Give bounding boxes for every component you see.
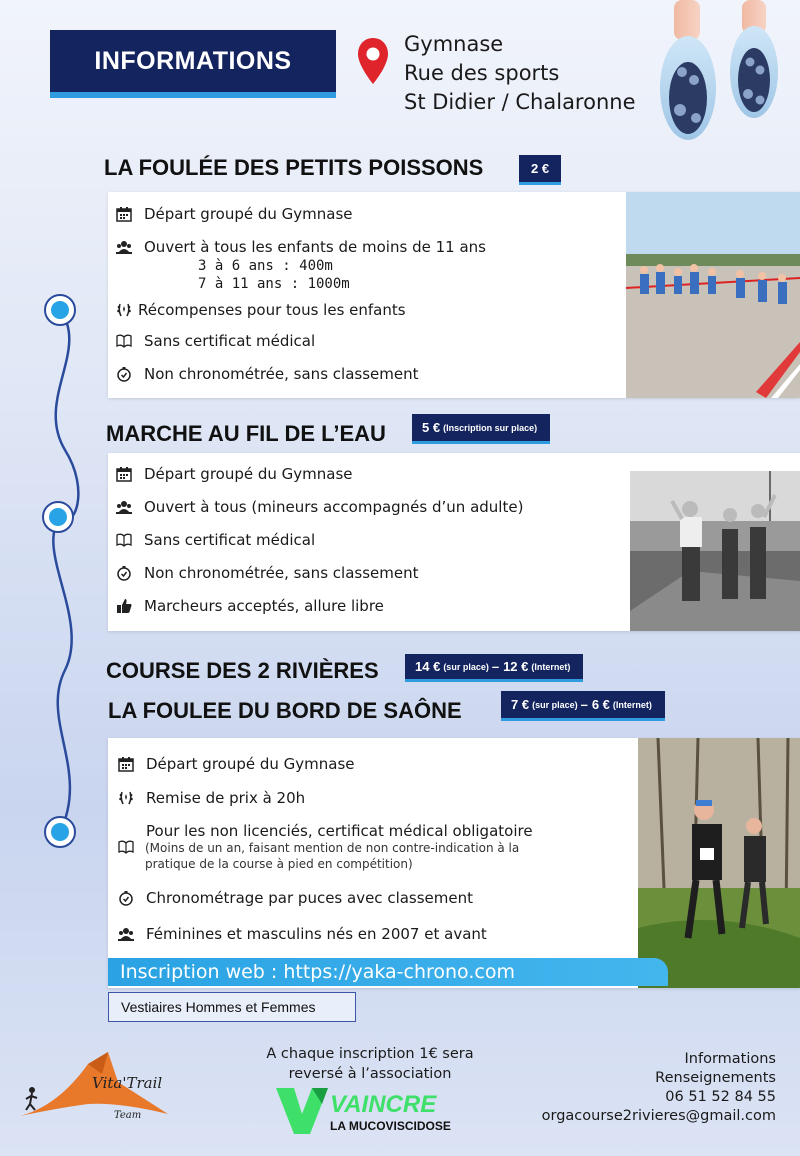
race1-item-2 (116, 238, 486, 256)
race2-item-3 (116, 531, 315, 549)
certificate-note-line-2: pratique de la course à pied en compétition) (145, 857, 413, 871)
thumbs-up-icon (116, 598, 132, 614)
contact-info (520, 1050, 776, 1126)
children-race-photo (626, 192, 800, 398)
contact-email[interactable]: orgacourse2rivieres@gmail.com (541, 1108, 776, 1124)
race1-item-2-text: Ouvert à tous les enfants de moins de 11 ans (144, 238, 486, 256)
calendar-icon (116, 466, 132, 482)
vestiaires-box (108, 992, 356, 1022)
address-line-2: Rue des sports (404, 61, 560, 85)
vestiaires-text: Vestiaires Hommes et Femmes (121, 999, 316, 1015)
informations-label: INFORMATIONS (94, 46, 292, 75)
race2-price-value: 5 € (422, 420, 441, 435)
address-line-1: Gymnase (404, 32, 504, 56)
race2-item-2 (116, 498, 523, 516)
stopwatch-icon (118, 890, 134, 906)
vaincre-logo-word: VAINCRE (330, 1091, 437, 1118)
vitatrail-logo-team: Team (114, 1110, 142, 1121)
race2-item-5 (116, 597, 384, 615)
race4-price-onsite: 7 € (511, 697, 530, 712)
timeline-dot-2 (43, 502, 73, 532)
shared-item-2-text: Remise de prix à 20h (146, 789, 306, 807)
race1-item-1 (116, 205, 353, 223)
shared-card (108, 738, 800, 988)
location-pin-icon (356, 36, 390, 86)
race1-item-5 (116, 365, 418, 383)
vitatrail-logo-name: Vita'Trail (92, 1074, 163, 1092)
race4-price (501, 691, 665, 721)
walkers-photo (630, 471, 800, 631)
race3-note-internet: (Internet) (531, 661, 571, 672)
shared-item-5 (118, 925, 487, 943)
timeline (30, 290, 100, 850)
race1-price-value: 2 € (531, 161, 550, 176)
race3-price-separator: – (491, 659, 500, 674)
shared-item-2 (118, 789, 305, 807)
address-line-3: St Didier / Chalaronne (404, 90, 636, 114)
race4-price-separator: – (580, 697, 588, 712)
running-shoes-illustration (652, 0, 792, 145)
race3-price-onsite: 14 € (415, 659, 441, 674)
stopwatch-icon (116, 565, 132, 581)
race1-item-3-text: Récompenses pour tous les enfants (138, 301, 406, 319)
race1-item-4-text: Sans certificat médical (144, 332, 316, 350)
shared-item-4 (118, 889, 473, 907)
inscription-web-text[interactable]: Inscription web : https://yaka-chrono.com (120, 961, 515, 983)
race4-note-onsite: (sur place) (532, 699, 578, 710)
shared-item-1 (118, 755, 355, 773)
shared-item-1-text: Départ groupé du Gymnase (146, 755, 355, 773)
race2-item-1-text: Départ groupé du Gymnase (144, 465, 353, 483)
race4-price-internet: 6 € (591, 697, 610, 712)
race2-price-note: (Inscription sur place) (443, 422, 538, 433)
timeline-dot-3 (45, 817, 75, 847)
race2-item-5-text: Marcheurs acceptés, allure libre (144, 597, 384, 615)
contact-line-1: Informations (684, 1051, 776, 1067)
race1-item-4 (116, 332, 315, 350)
book-icon (116, 333, 132, 349)
laurel-icon (116, 302, 132, 318)
vaincre-logo-subtitle: LA MUCOVISCIDOSE (330, 1119, 451, 1133)
race1-title: LA FOULÉE DES PETITS POISSONS (104, 155, 484, 180)
race2-title: MARCHE AU FIL DE L’EAU (106, 421, 386, 446)
calendar-icon (118, 756, 134, 772)
shared-item-4-text: Chronométrage par puces avec classement (146, 889, 474, 907)
race4-title: LA FOULEE DU BORD DE SAÔNE (108, 698, 462, 723)
book-icon (116, 532, 132, 548)
certificate-note-line-1: (Moins de un an, faisant mention de non contre-indication à la (145, 841, 520, 855)
race2-item-4 (116, 564, 418, 582)
race2-card (108, 453, 800, 631)
donation-line-2: reversé à l’association (288, 1066, 452, 1082)
race2-item-3-text: Sans certificat médical (144, 531, 316, 549)
trail-runners-photo (638, 738, 800, 988)
race2-price (412, 414, 550, 444)
calendar-icon (116, 206, 132, 222)
donation-line-1: A chaque inscription 1€ sera (266, 1046, 474, 1062)
shared-item-3-text: Pour les non licenciés, certificat médical obligatoire (146, 822, 533, 840)
race3-price-internet: 12 € (503, 659, 529, 674)
race1-card (108, 192, 800, 398)
contact-phone[interactable]: 06 51 52 84 55 (665, 1089, 776, 1105)
race3-note-onsite: (sur place) (443, 661, 489, 672)
shared-item-5-text: Féminines et masculins nés en 2007 et avant (146, 925, 487, 943)
group-icon (118, 926, 134, 942)
race1-item-3 (116, 301, 406, 319)
race3-price (405, 654, 583, 682)
group-icon (116, 499, 132, 515)
race4-note-internet: (Internet) (612, 699, 652, 710)
race2-item-4-text: Non chronométrée, sans classement (144, 564, 419, 582)
race1-item-1-text: Départ groupé du Gymnase (144, 205, 353, 223)
laurel-icon (118, 790, 134, 806)
race1-item-5-text: Non chronométrée, sans classement (144, 365, 419, 383)
vaincre-mucoviscidose-logo (272, 1082, 458, 1138)
race1-subline-2: 7 à 11 ans : 1000m (198, 276, 350, 292)
informations-badge (50, 30, 336, 98)
book-icon (118, 839, 134, 855)
donation-text (240, 1044, 500, 1084)
race2-item-1 (116, 465, 353, 483)
group-icon (116, 239, 132, 255)
race1-subline-1: 3 à 6 ans : 400m (198, 258, 333, 274)
contact-line-2: Renseignements (655, 1070, 776, 1086)
race1-price (519, 155, 561, 185)
race3-title: COURSE DES 2 RIVIÈRES (106, 658, 379, 683)
address (404, 30, 636, 117)
race2-item-2-text: Ouvert à tous (mineurs accompagnés d’un adulte) (144, 498, 524, 516)
timeline-dot-1 (45, 295, 75, 325)
stopwatch-icon (116, 366, 132, 382)
vitatrail-logo (18, 1044, 176, 1124)
inscription-web-banner[interactable] (108, 958, 668, 986)
